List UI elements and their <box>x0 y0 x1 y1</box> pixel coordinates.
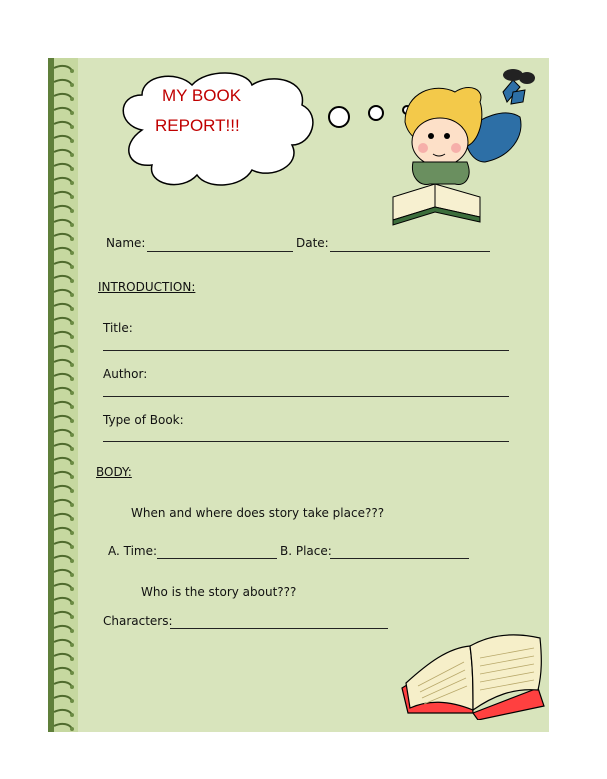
spiral-hole <box>70 307 74 311</box>
spiral-hole <box>70 377 74 381</box>
spiral-hole <box>70 69 74 73</box>
spiral-hole <box>70 727 74 731</box>
spiral-hole <box>70 643 74 647</box>
spiral-hole <box>70 195 74 199</box>
spiral-hole <box>70 223 74 227</box>
report-title-line-1: MY BOOK <box>162 86 242 105</box>
spiral-hole <box>70 419 74 423</box>
spiral-hole <box>70 237 74 241</box>
spiral-binding <box>48 58 78 732</box>
author-label: Author: <box>103 367 148 381</box>
spiral-hole <box>70 489 74 493</box>
spiral-hole <box>70 699 74 703</box>
setting-question: When and where does story take place??? <box>131 506 385 520</box>
introduction-heading: INTRODUCTION: <box>98 280 196 294</box>
spiral-hole <box>70 615 74 619</box>
spiral-hole <box>70 153 74 157</box>
author-line[interactable] <box>103 396 509 397</box>
report-title-line-2: REPORT!!! <box>155 116 240 135</box>
spiral-hole <box>70 349 74 353</box>
spiral-hole <box>70 265 74 269</box>
spiral-hole <box>70 601 74 605</box>
spiral-hole <box>70 433 74 437</box>
name-label: Name: <box>106 236 146 250</box>
spiral-hole <box>70 545 74 549</box>
date-label: Date: <box>296 236 329 250</box>
spiral-hole <box>70 293 74 297</box>
spiral-hole <box>70 83 74 87</box>
date-line[interactable] <box>330 251 490 252</box>
spiral-hole <box>70 587 74 591</box>
spiral-hole <box>70 111 74 115</box>
title-line[interactable] <box>103 350 509 351</box>
spiral-hole <box>70 559 74 563</box>
spiral-hole <box>70 209 74 213</box>
spiral-hole <box>70 335 74 339</box>
spiral-hole <box>70 279 74 283</box>
spiral-hole <box>70 517 74 521</box>
spiral-hole <box>70 531 74 535</box>
girl-reading-illustration <box>385 62 535 232</box>
spiral-hole <box>70 573 74 577</box>
spiral-hole <box>70 447 74 451</box>
title-label: Title: <box>103 321 133 335</box>
name-line[interactable] <box>147 251 293 252</box>
spiral-hole <box>70 713 74 717</box>
type-of-book-label: Type of Book: <box>103 413 184 427</box>
body-heading: BODY: <box>96 465 132 479</box>
time-label: A. Time: <box>108 544 158 558</box>
type-of-book-line[interactable] <box>103 441 509 442</box>
time-line[interactable] <box>157 558 277 559</box>
characters-line[interactable] <box>170 628 388 629</box>
spiral-hole <box>70 97 74 101</box>
spiral-hole <box>70 475 74 479</box>
characters-question: Who is the story about??? <box>141 585 297 599</box>
spiral-hole <box>70 181 74 185</box>
spiral-hole <box>70 391 74 395</box>
spiral-hole <box>70 251 74 255</box>
open-book-illustration <box>398 628 548 720</box>
spiral-hole <box>70 503 74 507</box>
characters-label: Characters: <box>103 614 173 628</box>
spiral-hole <box>70 629 74 633</box>
spiral-hole <box>70 461 74 465</box>
spiral-hole <box>70 139 74 143</box>
place-label: B. Place: <box>280 544 332 558</box>
spiral-hole <box>70 321 74 325</box>
spiral-hole <box>70 671 74 675</box>
spiral-hole <box>70 685 74 689</box>
spiral-hole <box>70 363 74 367</box>
spiral-hole <box>70 167 74 171</box>
spiral-hole <box>70 657 74 661</box>
place-line[interactable] <box>330 558 469 559</box>
spiral-hole <box>70 405 74 409</box>
spiral-hole <box>70 125 74 129</box>
